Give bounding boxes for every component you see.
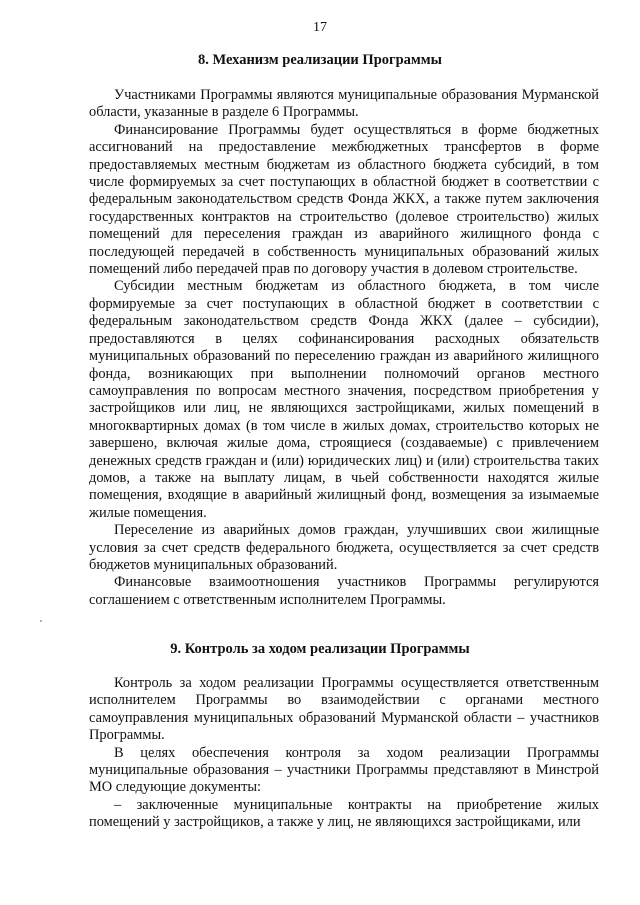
section-8-title: 8. Механизм реализации Программы <box>198 52 442 68</box>
paragraph: Контроль за ходом реализации Программы осуществляется ответственным исполнителем Программы во взаимодействии с органами местного самоуправления муниципальных образований Мурманской области – участников Программы. <box>89 675 599 744</box>
paragraph: Субсидии местным бюджетам из областного бюджета, в том числе формируемые за счет поступающих в областной бюджет в соответствии с федеральным законодательством средств Фонда ЖКХ (далее – субсидии), предоставляются в целях софинансирования расходных обязательств муниципальных образований по переселению граждан из аварийного жилищного фонда, возникающих при выполнении полномочий органов местного самоуправления по вопросам местного значения, посредством приобретения у застройщиков или лиц, не являющихся застройщиками, жилых помещений в многоквартирных домах (в том числе в жилых домах, строительство которых не завершено, включая жилые дома, строящиеся (создаваемые) с привлечением денежных средств граждан и (или) юридических лиц) и (или) строительства таких домов, а также на выплату лицам, в чьей собственности находятся жилые помещения, входящие в аварийный жилищный фонд, возмещения за изымаемые жилые помещения. <box>89 278 599 521</box>
section-8-body <box>89 87 599 609</box>
paragraph: Переселение из аварийных домов граждан, улучшивших свои жилищные условия за счет средств федерального бюджета, осуществляется за счет средств бюджетов муниципальных образований. <box>89 522 599 573</box>
scan-speck <box>40 620 42 622</box>
page-number: 17 <box>313 20 327 35</box>
paragraph: Финансовые взаимоотношения участников Программы регулируются соглашением с ответственным исполнителем Программы. <box>89 574 599 608</box>
paragraph: Участниками Программы являются муниципальные образования Мурманской области, указанные в разделе 6 Программы. <box>89 87 599 121</box>
paragraph: В целях обеспечения контроля за ходом реализации Программы муниципальные образования – участники Программы представляют в Минстрой МО следующие документы: <box>89 744 599 796</box>
list-item: – заключенные муниципальные контракты на приобретение жилых помещений у застройщиков, а также у лиц, не являющихся застройщиками, или <box>89 796 599 831</box>
paragraph: Финансирование Программы будет осуществляться в форме бюджетных ассигнований на предоставление межбюджетных трансфертов в форме предоставляемых местным бюджетам из областного бюджета субсидий, в том числе формируемых за счет поступающих в областной бюджет в соответствии с федеральным законодательством средств Фонда ЖКХ, а также путем заключения государственных контрактов на строительство (долевое строительство) жилых помещений для переселения граждан из аварийного жилищного фонда с последующей передачей в собственность муниципальных образований жилых помещений либо передачей прав по договору участия в долевом строительстве. <box>89 121 599 278</box>
section-9-body <box>89 675 599 832</box>
section-9-title: 9. Контроль за ходом реализации Программы <box>170 641 470 657</box>
